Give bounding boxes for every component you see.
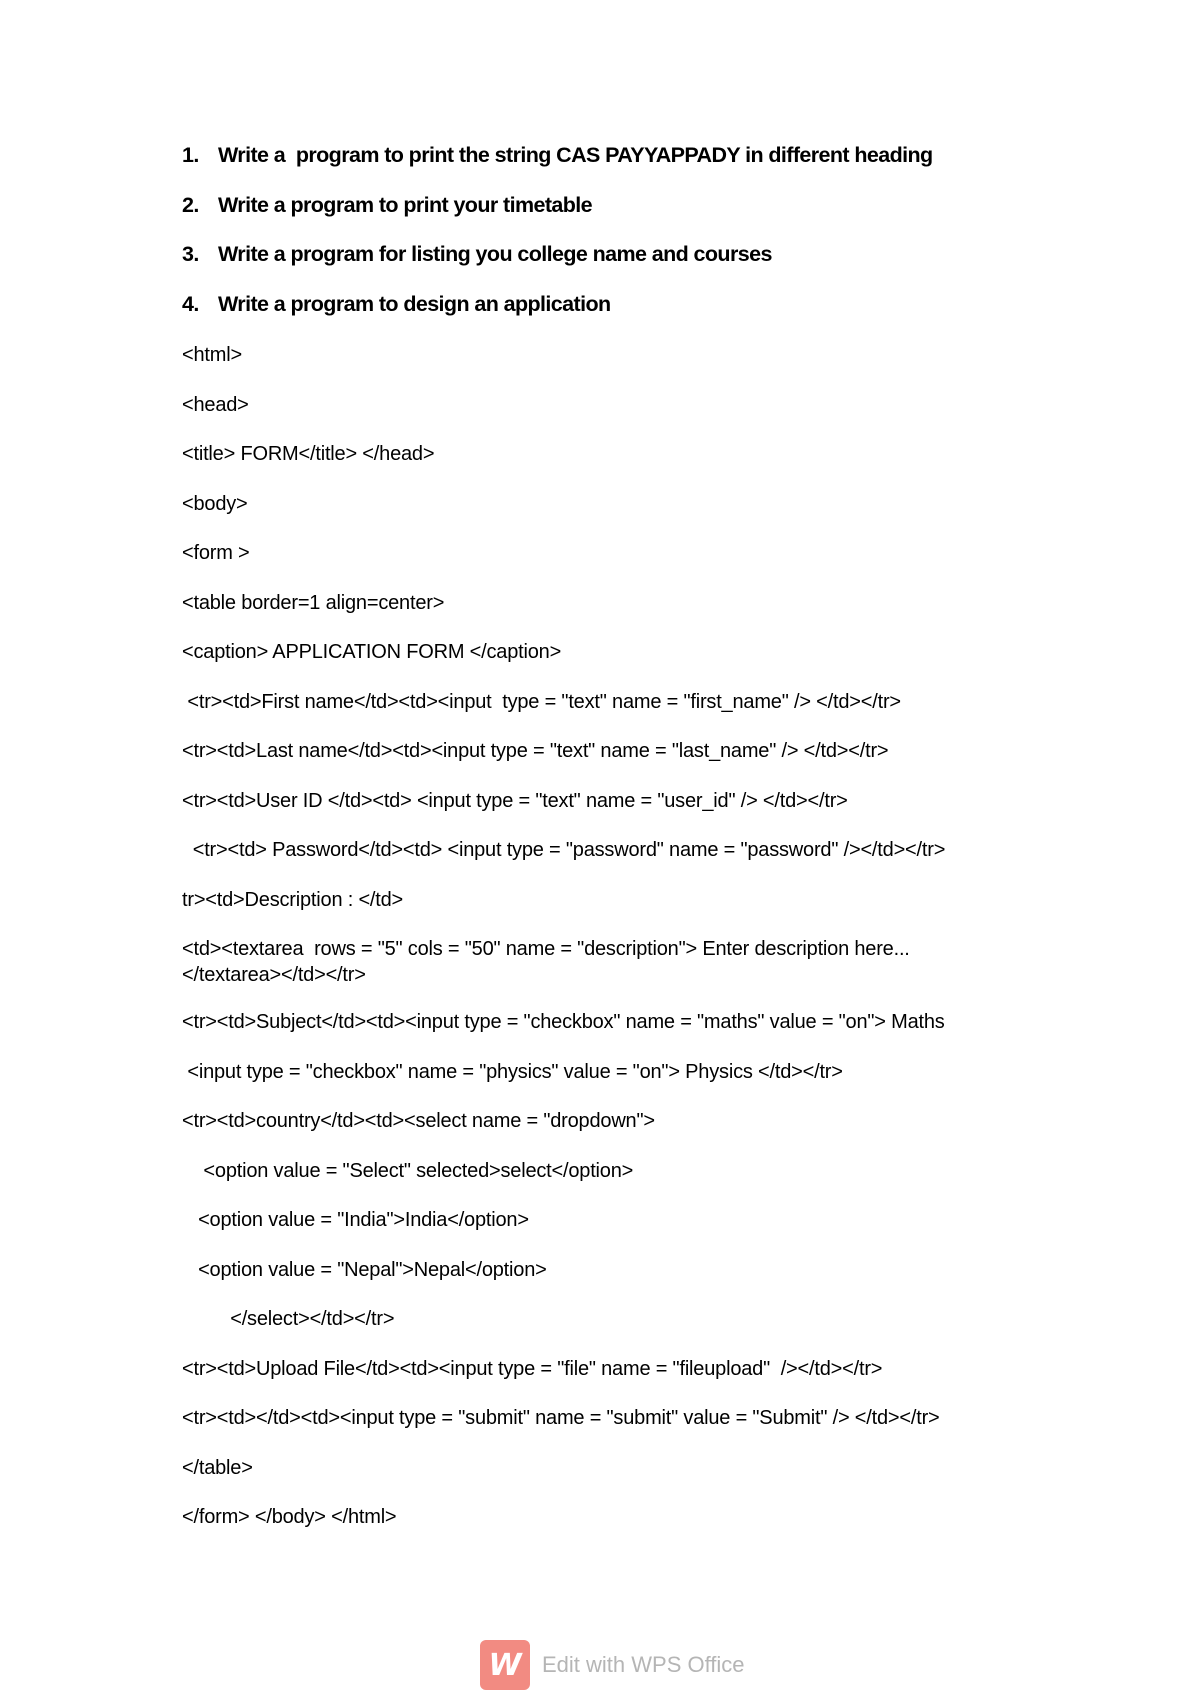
code-line: <option value = "India">India</option> [182,1209,529,1231]
question-item [182,242,1082,292]
code-listing [182,342,1082,1554]
code-line: <tr><td></td><td><input type = "submit" name = "submit" value = "Submit" /> </td></tr> [182,1407,940,1429]
code-line: tr><td>Description : </td> [182,888,404,911]
wps-watermark[interactable] [480,1640,745,1690]
code-line: <caption> APPLICATION FORM </caption> [182,641,562,663]
question-item [182,143,1082,193]
code-line: <option value = "Select" selected>select</option> [182,1159,634,1182]
code-line: <tr><td>Subject</td><td><input type = "checkbox" name = "maths" value = "on"> Maths [182,1011,945,1033]
wps-logo-icon: W [480,1640,530,1690]
code-line: <tr><td> Password</td><td> <input type = "password" name = "password" /></td></tr> [182,839,946,861]
question-number: 1. [182,143,199,167]
question-list [182,143,1082,341]
code-line: <table border=1 align=center> [182,591,445,614]
question-text: Write a program to print your timetable [218,192,593,217]
code-line: <option value = "Nepal">Nepal</option> [182,1258,547,1281]
code-line: <title> FORM</title> </head> [182,443,435,465]
code-line: <form > [182,542,250,564]
question-number: 4. [182,291,199,316]
code-line: <input type = "checkbox" name = "physics" value = "on"> Physics </td></tr> [182,1060,843,1083]
code-line: <body> [182,492,248,515]
code-line: <tr><td>User ID </td><td> <input type = "text" name = "user_id" /> </td></tr> [182,789,848,812]
question-text: Write a program to print the string CAS PAYYAPPADY in different heading [218,143,933,167]
code-line: <tr><td>Upload File</td><td><input type = "file" name = "fileupload" /></td></tr> [182,1357,883,1380]
code-line: <tr><td>First name</td><td><input type = "text" name = "first_name" /> </td></tr> [182,690,901,713]
code-line: <tr><td>Last name</td><td><input type = "text" name = "last_name" /> </td></tr> [182,740,889,762]
question-text: Write a program to design an application [218,291,611,316]
question-number: 3. [182,242,199,266]
question-item [182,292,1082,342]
question-number: 2. [182,192,199,217]
code-line: <head> [182,393,249,416]
code-line: </select></td></tr> [182,1308,395,1330]
code-line: </form> </body> </html> [182,1506,397,1528]
code-line: <tr><td>country</td><td><select name = "dropdown"> [182,1110,655,1132]
wps-edit-link[interactable]: Edit with WPS Office [542,1652,745,1677]
code-line: <td><textarea rows = "5" cols = "50" name = "description"> Enter description here... </textarea></td></tr> [182,938,910,986]
question-item [182,193,1082,243]
code-line: </table> [182,1456,253,1479]
code-line: <html> [182,344,242,366]
question-text: Write a program for listing you college name and courses [218,242,772,266]
